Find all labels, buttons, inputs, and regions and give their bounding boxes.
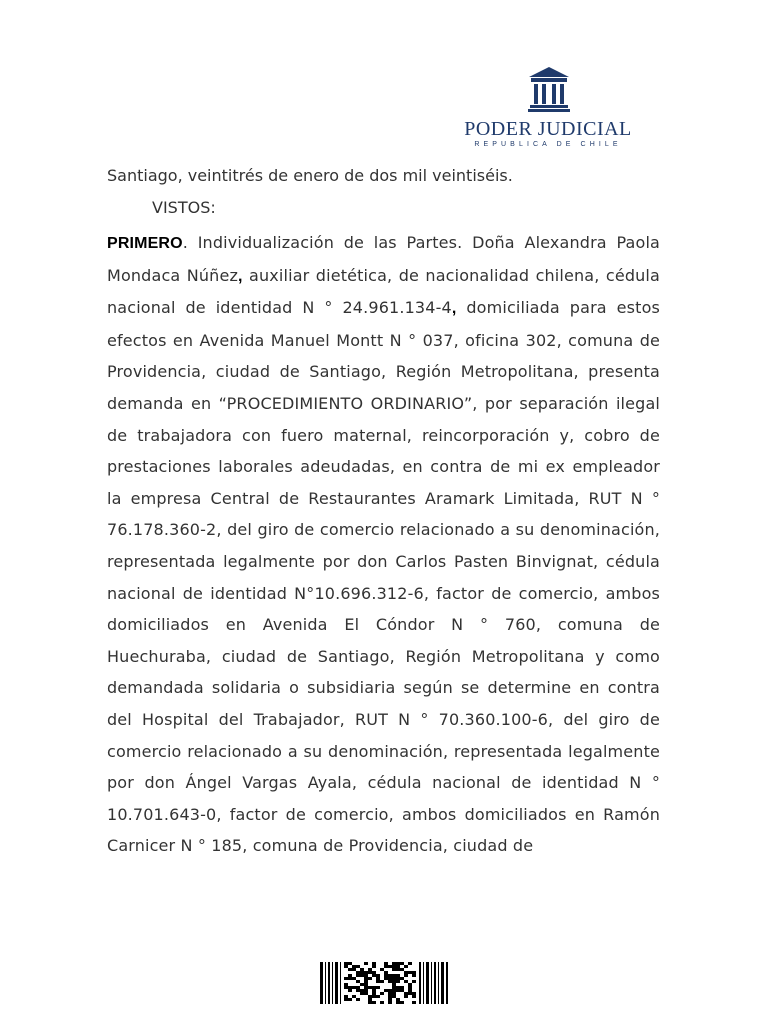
logo-subtitle: REPUBLICA DE CHILE bbox=[474, 141, 622, 148]
bold-comma-2: , bbox=[451, 300, 457, 318]
paragraph-lead: PRIMERO bbox=[107, 235, 183, 252]
logo-title: PODER JUDICIAL bbox=[464, 118, 632, 140]
courthouse-icon bbox=[527, 65, 571, 113]
paragraph-text-1: . Individualización de las Partes. Doña Alexandra Paola Mondaca Núñez bbox=[107, 233, 660, 285]
date-line: Santiago, veintitrés de enero de dos mil veintiséis. bbox=[107, 166, 513, 185]
poder-judicial-logo bbox=[455, 55, 641, 160]
barcode-icon bbox=[320, 962, 448, 1004]
paragraph-text-3: domiciliada para estos efectos en Avenida Manuel Montt N ° 037, oficina 302, comuna de Providencia, ciudad de Santiago, Región Metropolitana, presenta demanda en “PROCEDIMIENTO ORDINARIO”, por separación ilegal de trabajadora con fuero maternal, reincorporación y, cobro de prestaciones laborales adeudadas, en contra de mi ex empleador la empresa Central de Restaurantes Aramark Limitada, RUT N ° 76.178.360-2, del giro de comercio relacionado a su denominación, representada legalmente por don Carlos Pasten Binvignat, cédula nacional de identidad N°10.696.312-6, factor de comercio, ambos domiciliados en Avenida El Cóndor N ° 760, comuna de Huechuraba, ciudad de Santiago, Región Metropolitana y como demandada solidaria o subsidiaria según se determine en contra del Hospital del Trabajador, RUT N ° 70.360.100-6, del giro de comercio relacionado a su denominación, representada legalmente por don Ángel Vargas Ayala, cédula nacional de identidad N ° 10.701.643-0, factor de comercio, ambos domiciliados en Ramón Carnicer N ° 185, comuna de Providencia, ciudad de bbox=[107, 298, 660, 856]
paragraph-primero bbox=[107, 227, 660, 862]
paragraph-text-2: auxiliar dietética, de nacionalidad chilena, cédula nacional de identidad N ° 24.961.134-4 bbox=[107, 265, 660, 318]
bold-comma-1: , bbox=[238, 267, 243, 285]
section-heading: VISTOS: bbox=[152, 198, 216, 217]
